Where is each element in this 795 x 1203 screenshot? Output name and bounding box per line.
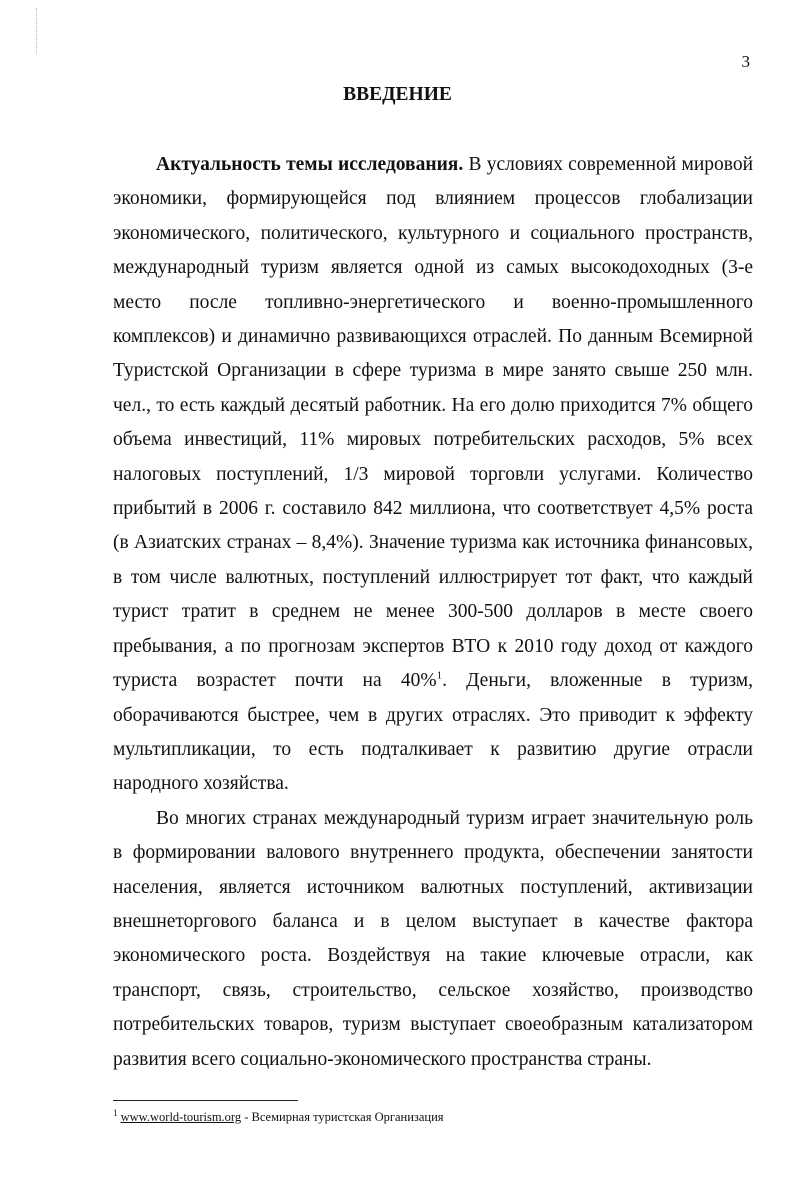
footnote-reference: 1 (436, 669, 443, 682)
paragraph-relevance (113, 148, 753, 802)
footnote-divider (113, 1100, 298, 1101)
footnote-text: - Всемирная туристская Организация (241, 1110, 444, 1124)
footnote-link[interactable]: www.world-tourism.org (120, 1110, 242, 1124)
page-title: ВВЕДЕНИЕ (343, 84, 452, 105)
footnote (113, 1107, 713, 1125)
paragraph-international-tourism: Во многих странах международный туризм играет значительную роль в формировании валового внутреннего продукта, обеспечении занятости населения, является источником валютных поступлений, активизации внешнеторгового баланса и в целом выступает в качестве фактора экономического роста. Воздействуя на такие ключевые отрасли, как транспорт, связь, строительство, сельское хозяйство, производство потребительских товаров, туризм выступает своеобразным катализатором развития всего социально-экономического пространства страны. (113, 807, 753, 1070)
paragraph-text: В условиях современной мировой экономики, формирующейся под влиянием процессов глобализации экономического, политического, культурного и социального пространств, международный туризм является одной из самых высокодоходных (3-е место после топливно-энергетического и военно-промышленного комплексов) и динамично развивающихся отраслей. По данным Всемирной Туристской Организации в сфере туризма в мире занято свыше 250 млн. чел., то есть каждый десятый работник. На его долю приходится 7% общего объема инвестиций, 11% мировых потребительских расходов, 5% всех налоговых поступлений, 1/3 мировой торговли услугами. Количество прибытий в 2006 г. составило 842 миллиона, что соответствует 4,5% роста (в Азиатских странах – 8,4%). Значение туризма как источника финансовых, в том числе валютных, поступлений иллюстрирует тот факт, что каждый турист тратит в среднем не менее 300-500 долларов в месте своего пребывания, а по прогнозам экспертов ВТО к 2010 году доход от каждого туриста возрастет почти на 40% (113, 154, 754, 692)
paragraph-text-continued: . Деньги, вложенные в туризм, оборачиваются быстрее, чем в других отраслях. Это приводит к эффекту мультипликации, то есть подталкивает к развитию другие отрасли народного хозяйства. (113, 670, 753, 795)
body-text (113, 148, 753, 1077)
footnote-mark: 1 (113, 1107, 118, 1118)
paragraph-lead: Актуальность темы исследования. (156, 154, 464, 175)
scan-artifact (36, 8, 43, 54)
page-number: 3 (741, 52, 750, 71)
